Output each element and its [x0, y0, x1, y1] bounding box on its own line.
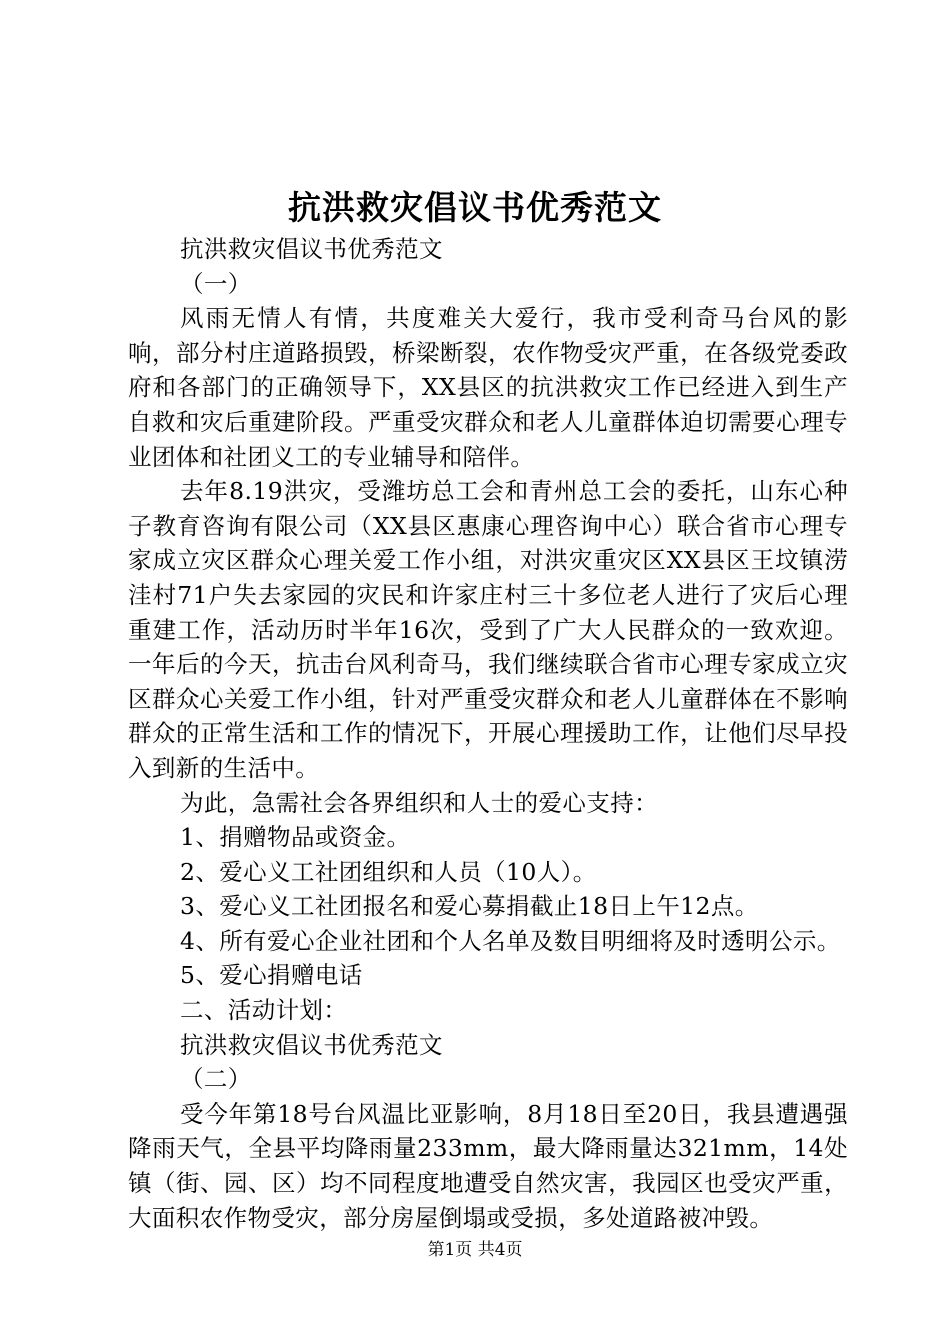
list-item: 2、爱心义工社团组织和人员（10人）。	[180, 857, 597, 886]
document-body	[128, 232, 848, 1235]
paragraph: 抗洪救灾倡议书优秀范文	[180, 235, 443, 263]
document-title: 抗洪救灾倡议书优秀范文	[288, 188, 662, 227]
paragraph: （一）	[180, 269, 252, 298]
section-heading: 二、活动计划：	[180, 996, 348, 1025]
paragraph: 风雨无情人有情，共度难关大爱行，我市受利奇马台风的影响，部分村庄道路损毁，桥梁断裂，农作物受灾严重，在各级党委政府和各部门的正确领导下，XX县区的抗洪救灾工作已经进入到生产自救和灾后重建阶段。严重受灾群众和老人儿童群体迫切需要心理专业团体和社团义工的专业辅导和陪伴。	[128, 304, 848, 471]
page-footer: 第1页 共4页	[427, 1240, 523, 1260]
list-item: 1、捐赠物品或资金。	[180, 823, 411, 852]
list-item: 4、所有爱心企业社团和个人名单及数目明细将及时透明公示。	[180, 926, 841, 955]
paragraph: 为此，急需社会各界组织和人士的爱心支持：	[180, 788, 658, 817]
paragraph: （二）	[180, 1065, 252, 1094]
paragraph: 去年8.19洪灾，受潍坊总工会和青州总工会的委托，山东心种子教育咨询有限公司（XX县区惠康心理咨询中心）联合省市心理专家成立灾区群众心理关爱工作小组，对洪灾重灾区XX县区王坟镇涝洼村71户失去家园的灾民和许家庄村三十多位老人进行了灾后心理重建工作，活动历时半年16次，受到了广大人民群众的一致欢迎。一年后的今天，抗击台风利奇马，我们继续联合省市心理专家成立灾区群众心关爱工作小组，针对严重受灾群众和老人儿童群体在不影响群众的正常生活和工作的情况下，开展心理援助工作，让他们尽早投入到新的生活中。	[128, 477, 848, 782]
list-item: 5、爱心捐赠电话	[180, 961, 363, 990]
list-item: 3、爱心义工社团报名和爱心募捐截止18日上午12点。	[180, 892, 759, 921]
paragraph: 受今年第18号台风温比亚影响，8月18日至20日，我县遭遇强降雨天气，全县平均降雨量233mm，最大降雨量达321mm，14处镇（街、园、区）均不同程度地遭受自然灾害，我园区也受灾严重，大面积农作物受灾，部分房屋倒塌或受损，多处道路被冲毁。	[128, 1099, 848, 1232]
paragraph: 抗洪救灾倡议书优秀范文	[180, 1030, 443, 1059]
